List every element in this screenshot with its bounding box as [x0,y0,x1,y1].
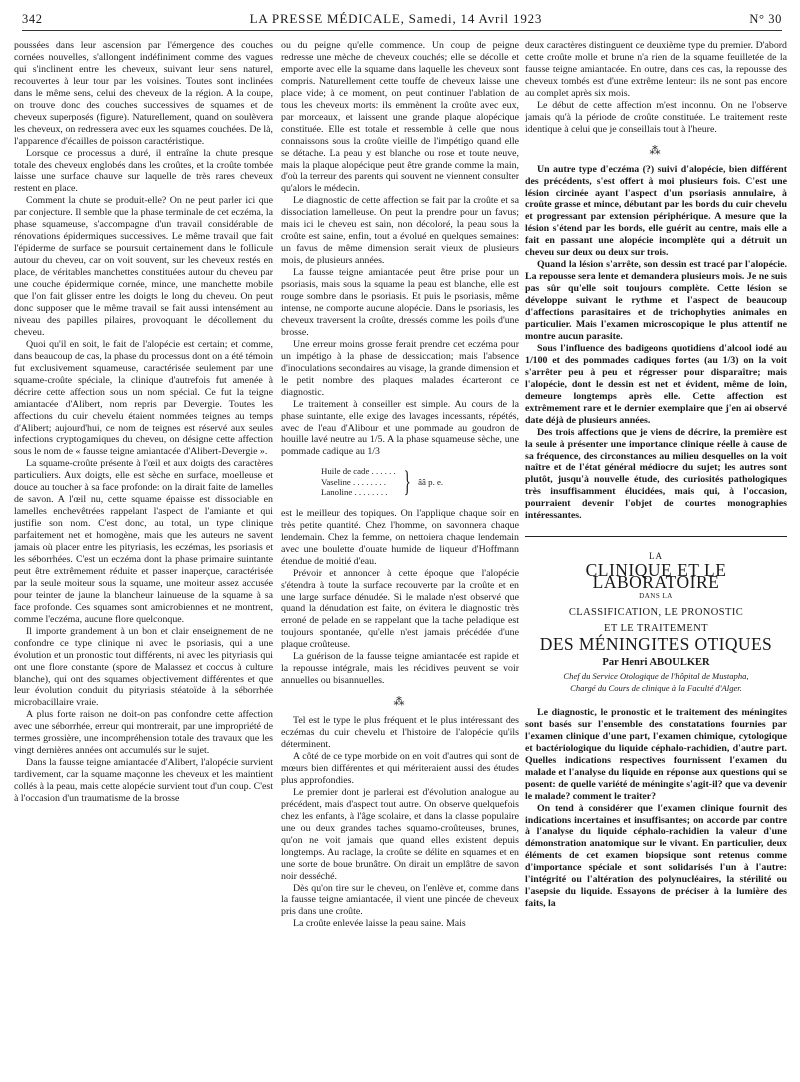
paragraph: Comment la chute se produit-elle? On ne peut parler ici que par conjecture. Il semble que la phase terminale de cet eczéma, la phase squameuse, s'accompagne d'un travail considérable de rénovations épidermiques successives. Le même travail que fait l'épiderme de surface se poursuit certainement dans le follicule autour du cheveu, car on voit souvent, sur les cheveux restés en place, de véritables manchettes constituées autour du cheveu par une couche épidermique cornée, mince, une manchette mobile que l'on fait glisser entre les doigts le long du cheveu. On peut donc supposer que le même travail se fait aussi intensément au niveau des papilles pilaires, provoquant le décollement du cheveu. [14,195,273,338]
paragraph: La squame-croûte présente à l'œil et aux doigts des caractères particuliers. Aux doigts, elle est sèche en surface, moelleuse et douce au toucher à sa face profonde: on la dirait faite de lamelles de savon. A l'œil nu, cette squame épaisse est dissociable en lamelles enchevêtrées rappelant l'aspect de l'amiante et qui justifie son nom. C'est donc, au total, un type clinique parfaitement net et homogène, mais que les auteurs ne savent jamais où placer entre les pityriasis, les eczémas, les psoriasis et les séborrhées. C'est un eczéma dont la phase primaire suintante peut être extrêmement réduite et passer inaperçue, caractérisée par la seule moiteur sous la squame, une moiteur assez accusée pour teinter de jaune la blancheur lainueuse de la squame à sa face profonde. Ces squames sont amicrobiennes et ne montrent, comme l'eczéma, aucune flore quelconque. [14,458,273,625]
author-name: Henri ABOULKER [621,656,710,668]
prescription-formula [321,466,519,498]
article-title-main: DES MÉNINGITES OTIQUES [539,634,773,655]
paragraph: Dans la fausse teigne amiantacée d'Alibert, l'alopécie survient tardivement, car la squame maçonne les cheveux et les maintient collés à la peau, mais cette alopécie survient tout d'un coup. C'est à l'occasion d'un traumatisme de la brosse [14,757,273,805]
section-asterism: ⁂ [393,696,407,709]
article-separator [525,536,787,537]
title-article: LA [649,551,663,562]
paragraph: La guérison de la fausse teigne amiantacée est rapide et la repousse intégrale, mais les récidives peuvent se voir annuelles ou bisannuelles. [281,651,519,687]
formula-dose: ââ p. e. [418,476,444,487]
paragraph: est le meilleur des topiques. On l'applique chaque soir en très petite quantité. Chez l'homme, on savonnera chaque lendemain. Chez la femme, on nettoiera chaque lendemain avec une boulette d'ouate humide de liqueur d'Hoffmann étendue de moitié d'eau. [281,507,519,567]
author-affiliation: Chef du Service Otologique de l'hôpital de Mustapha, [563,670,749,681]
column-3 [525,40,787,1075]
paragraph: deux caractères distinguent ce deuxième type du premier. D'abord cette croûte molle et brune n'a rien de la squame feuilletée de la fausse teigne amiantacée. En outre, dans ces cas, la repousse des cheveux tombés est d'une extrême lenteur: ils ne sont pas encore au complet après six mois. [525,40,787,99]
journal-title: LA PRESSE MÉDICALE, Samedi, 14 Avril 1923 [249,11,543,26]
article-subtitle: ET LE TRAITEMENT [604,623,708,635]
paragraph: Tel est le type le plus fréquent et le plus intéressant des eczémas du cuir chevelu et l'histoire de l'alopécie qu'ils déterminent. [281,715,519,751]
paragraph: Sous l'influence des badigeons quotidiens d'alcool iodé au 1/100 et des pommades cadiques fortes (au 1/3) on la voit s'arrêter peu à peu et régresser pour disparaître; mais l'alopécie, dont le dessin est net et évident, même de loin, demeure longtemps après elle. Cette affection est extrêmement rare et le dernier exemplaire que j'en ai observé date déjà de plusieurs années. [525,342,787,426]
article-author [525,657,787,669]
paragraph: Le diagnostic, le pronostic et le traitement des méningites sont basés sur l'ensemble des constatations fournies par l'examen clinique d'une part, l'examen chimique, cytologique et bactériologique du liquide céphalo-rachidien, d'autre part. Quelles indications respectives fournissent l'examen du malade et l'analyse du liquide en réponse aux questions qui se posent: de quelle variété de méningite s'agit-il? que va devenir le malade? comment le traiter? [525,706,787,802]
paragraph: Lorsque ce processus a duré, il entraîne la chute presque totale des cheveux englobés dans les croûtes, et la croûte tombée laisse une surface chauve sur laquelle de très rares cheveux restent en place. [14,147,273,195]
author-prefix: Par [602,656,619,668]
page-header [22,5,782,31]
article-title: CLINIQUE ET LE LABORATOIRE [585,560,727,593]
paragraph: A plus forte raison ne doit-on pas confondre cette affection avec une séborrhée, erreur qui montrerait, par une impropriété de termes grossière, une incompréhension totale des travaux que les vingt dernières années ont accumulés sur le sujet. [14,709,273,757]
paragraph: A côté de ce type morbide on en voit d'autres qui sont de mœurs bien différentes et qui mériteraient aussi des études plus approfondies. [281,751,519,786]
paragraph: Le traitement à conseiller est simple. Au cours de la phase suintante, elle exige des lavages incessants, répétés, avec de l'eau d'Alibour et une pommade au goudron de houille lavé neutre au 1/5. A la phase squameuse sèche, une pommade cadique au 1/3 [281,398,519,458]
paragraph: ou du peigne qu'elle commence. Un coup de peigne redresse une mèche de cheveux couchés; elle se décolle et emporte avec elle la squame dans laquelle les cheveux sont compris. Naturellement cette touffe de cheveux laisse une place vide; à ce moment, on peut continuer l'ablation de tous les cheveux morts: ils emmènent la croûte avec eux, par morceaux, et laissent une grande plaque alopécique constituée. Elle est totale et ressemble à celle que nous connaissons sous la croûte vieille de l'impétigo quand elle se détache. La peau y est blanche ou rose et toute neuve, mais la plaque alopécique peut être grande comme la main, d'où la terreur des parents qui souvent ne viennent consulter qu'alors le médecin. [281,40,519,195]
article-body [525,707,787,910]
issue-number: N° 30 [749,12,782,26]
article-subtitle: CLASSIFICATION, LE PRONOSTIC [568,607,744,619]
paragraph: Une erreur moins grosse ferait prendre cet eczéma pour un impétigo à la phase de dessiccation; mais l'absence d'inoculations secondaires au visage, la grande dimension et le petit nombre des plaques malades écarteront ce diagnostic. [281,338,519,398]
brace: } [403,465,411,499]
formula-line: Vaseline . . . . . . . . [321,476,386,487]
author-affiliation: Chargé du Cours de clinique à la Faculté d'Alger. [570,682,742,693]
column-2 [281,40,519,1075]
title-connector: DANS LA [639,592,673,601]
paragraph: Prévoir et annoncer à cette époque que l'alopécie s'étendra à toute la surface recouverte par la croûte et en une large surface dénudée. Si le malade n'est observé que quand la dénudation est faite, on évitera le diagnostic très erroné de pelade en se rappelant que la tache peladique est toujours spontanée, qu'elle n'est jamais précédée d'une plaque croûteuse. [281,567,519,651]
paragraph: Quoi qu'il en soit, le fait de l'alopécie est certain; et comme, dans beaucoup de cas, la phase du processus dont on a été témoin fut exclusivement squameuse, caractérisée seulement par une squame-croûte spéciale, la clinique d'autrefois fut amenée à décrire cette affection sous un nom spécial. Ce fut la teigne amiantacée d'Alibert, nom repris par Devergie. Toutes les affections du cuir chevelu étaient nommées teignes au temps d'Alibert; aujourd'hui, ce nom de teignes est réservé aux seules infections cryptogamiques du cheveu, on désigne cette affection sous le nom de « fausse teigne amiantacée d'Alibert-Devergie ». [14,338,273,458]
paragraph: Il importe grandement à un bon et clair enseignement de ne confondre ce type clinique ni avec le psoriasis, qui a une évolution et un pronostic tout différents, ni avec les pityriasis qui ont une flore constante (spore de Malassez et coccus à culture blanche), qui ont des squames objectivement différentes et que leur évolution conduit du pityriasis stéatoïde à la séborrhée microbacillaire vraie. [14,625,273,709]
paragraph: poussées dans leur ascension par l'émergence des couches cornées nouvelles, s'allongent indéfiniment comme des vagues qui s'inclinent entre les cheveux, suivant leur sens naturel, recouvertes à leur tour par les voisines. Toutes sont inclinées dans le même sens, celui des cheveux de la région. A la coupe, on trouve donc des couches successives de squames et de cheveux superposés (figure). Naturellement, quand on soulèvera les cheveux, on redressera avec eux les squames couchées. De là, l'apparence d'écailles de poisson caractéristique. [14,40,273,147]
paragraph: Des trois affections que je viens de décrire, la première est la seule à présenter une importance clinique réelle à cause de sa fréquence, des circonstances au milieu desquelles on la voit naître et de l'état général médiocre du sujet; les autres sont plutôt, jusqu'à nouvelle étude, des curiosités pathologiques très insuffisamment élucidées, mais qui, à l'occasion, pourraient devenir l'objet de courtes monographies intéressantes. [525,426,787,522]
paragraph: Quand la lésion s'arrête, son dessin est tracé par l'alopécie. La repousse sera lente et demandera plusieurs mois. Je ne suis pas sûr qu'elle soit toujours complète. Cette lésion se développe suivant le rythme et l'aspect de beaucoup d'affections parasitaires et de trichophyties animales en particulier. Mais l'examen microscopique le plus attentif ne montre aucun parasite. [525,259,787,342]
paragraph: Le premier dont je parlerai est d'évolution analogue au précédent, mais d'aspect tout autre. On observe quelquefois chez les enfants, à l'âge scolaire, et dans la classe populaire une ou deux grandes taches squamo-croûteuses, brunes, qu'on ne voit jamais que quand elles existent depuis longtemps. Au raclage, la croûte se délite en squames et en une sorte de boue brunâtre. On dirait un emplâtre de savon noir desséché. [281,786,519,882]
section-asterism: ⁂ [649,144,663,157]
paragraph: Un autre type d'eczéma (?) suivi d'alopécie, bien différent des précédents, s'est offert à moi plusieurs fois. C'est une lésion circinée ayant l'aspect d'un psoriasis annulaire, à croûte grasse et mince, débutant par les bords du cuir chevelu et progressant par extension périphérique. A mesure que la lésion s'étend par les bords, elle guérit au centre, mais elle a fait en passant une alopécie incomplète qui a détruit un cheveu sur deux ou deux sur trois. [525,163,787,259]
formula-line: Huile de cade . . . . . . [321,466,396,477]
formula-line: Lanoline . . . . . . . . [321,487,388,498]
page-number: 342 [22,12,43,26]
paragraph: On tend à considérer que l'examen clinique fournit des indications incertaines et insuffisantes; on accorde par contre à l'analyse du liquide céphalo-rachidien la valeur d'une démonstration anatomique sur le vivant. En particulier, deux éléments de cet examen biopsique sont retenus comme d'importance spéciale et sont solidarisés l'un à l'autre: l'intégrité ou l'altération des polynucléaires, la stérilité ou l'asepsie du liquide. Essayons de préciser à la lumière des faits, la [525,802,787,910]
paragraph: La fausse teigne amiantacée peut être prise pour un psoriasis, mais sous la squame la peau est blanche, elle est rouge sombre dans le psoriasis. Et puis le psoriasis, même intense, ne comporte aucune alopécie. Dans le psoriasis, les cheveux traversent la croûte, dressés comme les poils d'une brosse. [281,267,519,338]
paragraph: Le début de cette affection m'est inconnu. On ne l'observe jamais qu'à la période de croûte constituée. Le traitement reste identique à celui que je conseillais tout à l'heure. [525,99,787,135]
paragraph: Le diagnostic de cette affection se fait par la croûte et sa dissociation lamelleuse. On peut la prendre pour un favus; mais ici le cheveu est sain, non décoloré, la peau sous la croûte est saine, enfin, tout a évolué en quelques semaines: un favus de même dimension serait vieux de plusieurs mois, de plusieurs années. [281,195,519,267]
paragraph: Dès qu'on tire sur le cheveu, on l'enlève et, comme dans la fausse teigne amiantacée, il vient une pincée de cheveux pris dans une croûte. [281,882,519,918]
paragraph: La croûte enlevée laisse la peau saine. Mais [293,918,466,930]
column-1 [14,40,273,1075]
article-heading [525,551,787,693]
